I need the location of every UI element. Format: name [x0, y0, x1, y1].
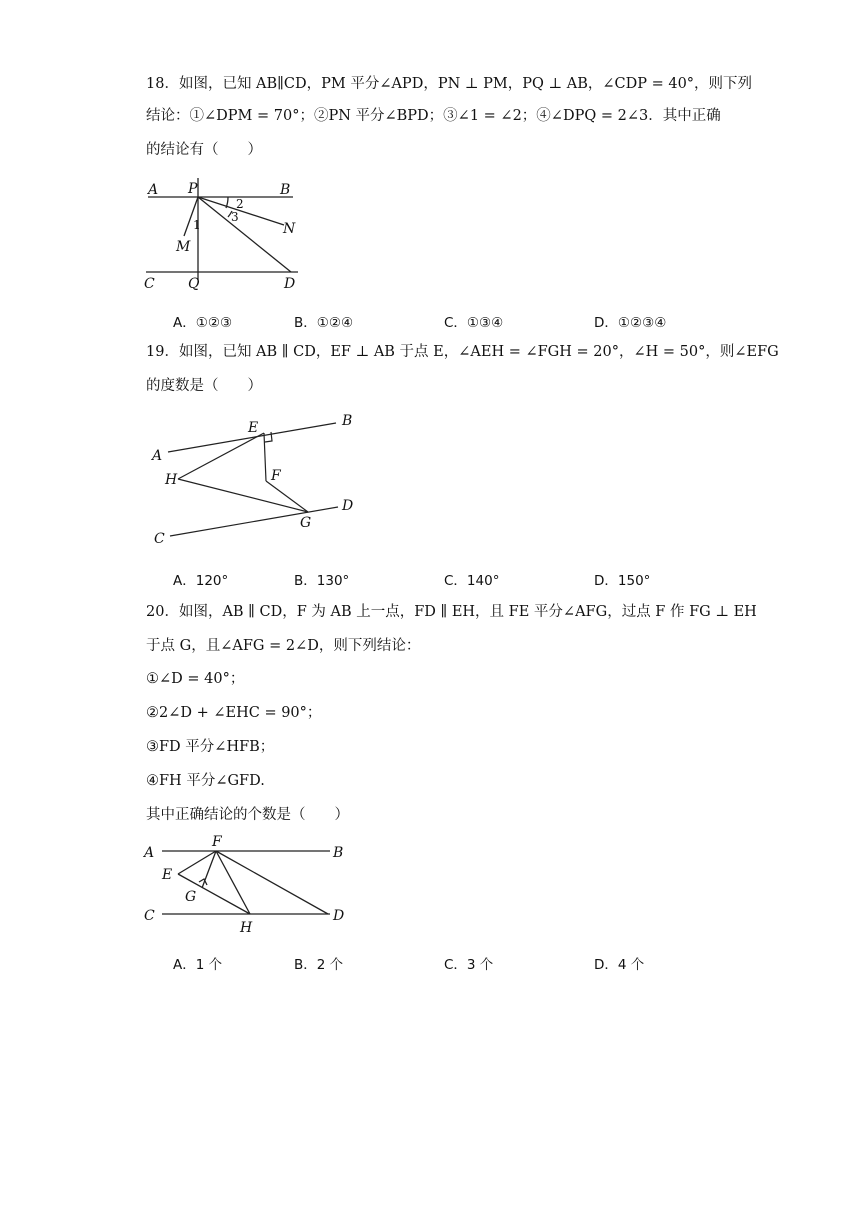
q20-label-A: A — [144, 845, 155, 861]
q20-stem-line2: 于点 G，且∠AFG = 2∠D，则下列结论： — [146, 638, 421, 654]
q19-label-H: H — [165, 472, 178, 488]
q20-statement-2: ②2∠D + ∠EHC = 90°； — [146, 705, 322, 721]
q18-label-P: P — [188, 181, 198, 197]
q18-option-d[interactable]: D．①②③④ — [594, 315, 667, 331]
q19-option-b[interactable]: B．130° — [294, 573, 350, 589]
q20-label-F: F — [212, 834, 222, 850]
q18-label-N: N — [283, 221, 296, 237]
q18-label-Q: Q — [188, 276, 200, 292]
q19-option-a[interactable]: A．120° — [173, 573, 229, 589]
q19-label-A: A — [152, 448, 163, 464]
q18-label-A: A — [148, 182, 159, 198]
q20-stem-line1: 20．如图，AB ∥ CD，F 为 AB 上一点，FD ∥ EH，且 FE 平分∠AFG，过点 F 作 FG ⊥ EH — [146, 604, 757, 620]
q18-label-2: 2 — [236, 197, 244, 211]
q19-label-F: F — [271, 468, 281, 484]
q19-label-E: E — [248, 420, 259, 436]
q18-stem-line2: 结论：①∠DPM = 70°；②PN 平分∠BPD；③∠1 = ∠2；④∠DPQ = 2∠3．其中正确 — [146, 108, 721, 124]
q20-label-H: H — [240, 920, 253, 936]
q19-label-G: G — [300, 515, 312, 531]
q20-option-b[interactable]: B．2 个 — [294, 957, 344, 973]
q18-label-3: 3 — [231, 210, 239, 224]
q18-label-D: D — [284, 276, 296, 292]
q18-option-c[interactable]: C．①③④ — [444, 315, 504, 331]
q20-question: 其中正确结论的个数是（ ） — [146, 807, 349, 823]
q18-label-B: B — [280, 182, 291, 198]
q20-option-a[interactable]: A．1 个 — [173, 957, 223, 973]
q18-stem-line3: 的结论有（ ） — [146, 142, 262, 158]
q20-label-G: G — [185, 889, 197, 905]
q19-figure — [140, 408, 370, 553]
q20-label-B: B — [333, 845, 344, 861]
q19-stem-line2: 的度数是（ ） — [146, 378, 262, 394]
q20-label-E: E — [162, 867, 173, 883]
q18-label-1: 1 — [193, 218, 201, 232]
q20-option-d[interactable]: D．4 个 — [594, 957, 645, 973]
q18-option-b[interactable]: B．①②④ — [294, 315, 354, 331]
q19-option-c[interactable]: C．140° — [444, 573, 500, 589]
q19-label-C: C — [154, 531, 165, 547]
q20-statement-4: ④FH 平分∠GFD. — [146, 773, 265, 789]
q20-statement-1: ①∠D = 40°； — [146, 671, 245, 687]
q20-label-C: C — [144, 908, 155, 924]
q18-label-M: M — [176, 239, 191, 255]
q20-statement-3: ③FD 平分∠HFB； — [146, 739, 275, 755]
q19-option-d[interactable]: D．150° — [594, 573, 651, 589]
q19-label-B: B — [342, 413, 353, 429]
q20-option-c[interactable]: C．3 个 — [444, 957, 494, 973]
q19-stem-line1: 19．如图，已知 AB ∥ CD，EF ⊥ AB 于点 E，∠AEH = ∠FGH = 20°，∠H = 50°，则∠EFG — [146, 344, 779, 360]
q19-label-D: D — [342, 498, 354, 514]
q18-label-C: C — [144, 276, 155, 292]
q18-figure — [140, 176, 310, 296]
q18-option-a[interactable]: A．①②③ — [173, 315, 233, 331]
q18-stem-line1: 18．如图，已知 AB∥CD，PM 平分∠APD，PN ⊥ PM，PQ ⊥ AB，∠CDP = 40°，则下列 — [146, 76, 753, 92]
q20-figure — [140, 830, 355, 940]
q20-label-D: D — [333, 908, 345, 924]
